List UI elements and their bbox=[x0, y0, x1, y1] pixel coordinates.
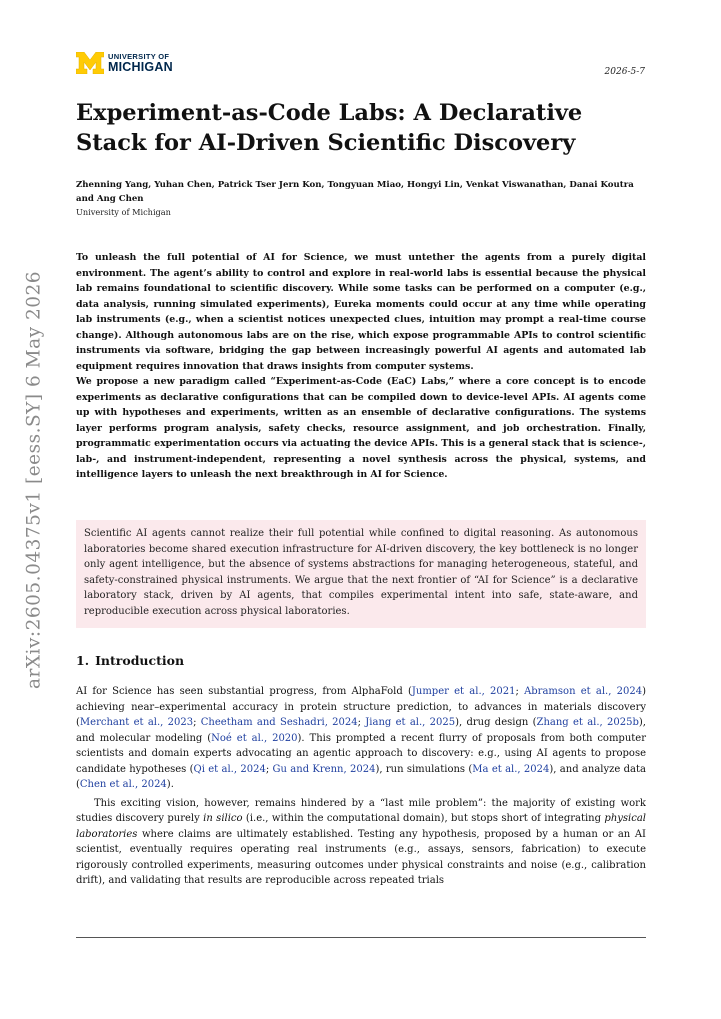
logo-line2: MICHIGAN bbox=[108, 59, 173, 74]
abstract bbox=[76, 250, 646, 483]
section-number: 1. bbox=[76, 653, 90, 668]
highlight-box: Scientific AI agents cannot realize their full potential while confined to digital reasoning. As autonomous laboratories become shared execution infrastructure for AI-driven discovery, the key bottleneck is no longer only agent intelligence, but the absence of systems abstractions for managing heterogeneous, stateful, and safety-constrained physical instruments. We argue that the next frontier of “AI for Science” is a declarative laboratory stack, driven by AI agents, that compiles experimental intent into safe, state-aware, and reproducible execution across physical laboratories. bbox=[76, 520, 646, 628]
text-run: ), run simulations ( bbox=[375, 763, 473, 775]
page-divider bbox=[76, 937, 646, 938]
logo-wordmark bbox=[108, 53, 173, 73]
author-list: Zhenning Yang, Yuhan Chen, Patrick Tser Jern Kon, Tongyuan Miao, Hongyi Lin, Venkat Viswanathan, Danai Koutra and Ang Chen bbox=[76, 180, 634, 204]
text-run: ; bbox=[193, 717, 201, 728]
affiliation: University of Michigan bbox=[76, 207, 171, 217]
logo-line1: UNIVERSITY OF bbox=[108, 52, 170, 61]
section-heading bbox=[76, 653, 184, 668]
text-run: where claims are ultimately established. Testing any hypothesis, proposed by a human or an AI scientist, eventually requires operating real instruments (e.g., assays, sensors, fabrication) to execute rigorously controlled experiments, measuring outcomes under physical constraints and noise (e.g., calibration drift), and validating that results are reproducible across repeated trials bbox=[76, 828, 646, 886]
text-run: (i.e., within the computational domain), but stops short of integrating bbox=[242, 813, 605, 824]
citation-link[interactable]: Jiang et al., 2025 bbox=[365, 717, 456, 728]
university-logo bbox=[76, 52, 173, 74]
arxiv-sidebar bbox=[20, 270, 48, 690]
block-m-icon bbox=[76, 52, 104, 74]
text-run: ). bbox=[166, 779, 174, 790]
abstract-paragraph-1: To unleash the full potential of AI for Science, we must untether the agents from a purely digital environment. The agent’s ability to control and explore in real-world labs is essential because the physical lab remains foundational to scientific discovery. While some tasks can be performed on a computer (e.g., data analysis, running simulated experiments), Eureka moments could occur at any time while operating lab instruments (e.g., when a scientist notices unexpected clues, intuition may prompt a real-time course change). Although autonomous labs are on the rise, which expose programmable APIs to control scientific instruments via software, bridging the gap between increasingly powerful AI agents and automated lab equipment requires innovation that draws insights from computer systems. bbox=[76, 252, 646, 372]
citation-link[interactable]: Qi et al., 2024 bbox=[193, 763, 266, 775]
citation-link[interactable]: Gu and Krenn, 2024 bbox=[272, 763, 376, 775]
text-run: ), and analyze data ( bbox=[76, 763, 647, 790]
abstract-paragraph-2: We propose a new paradigm called “Experiment-as-Code (EaC) Labs,” where a core concept is to encode experiments as declarative configurations that can be compiled down to device-level APIs. AI agents come up with hypotheses and experiments, written as an ensemble of declarative configurations. The systems layer performs program analysis, safety checks, resource assignment, and job orchestration. Finally, programmatic experimentation occurs via actuating the device APIs. This is a general stack that is science-, lab-, and instrument-independent, representing a novel synthesis across the physical, systems, and intelligence layers to unleash the next breakthrough in AI for Science. bbox=[76, 376, 646, 480]
text-run: ), and molecular modeling ( bbox=[76, 717, 646, 744]
italic-term: in silico bbox=[203, 813, 243, 824]
citation-link[interactable]: Chen et al., 2024 bbox=[79, 779, 167, 790]
text-run: This exciting vision, however, remains hindered by a “last mile problem”: the majority of existing work studies discovery purely bbox=[76, 797, 646, 824]
text-run: ) achieving near–experimental accuracy in protein structure prediction, to advances in materials discovery ( bbox=[76, 686, 646, 728]
paper-date: 2026-5-7 bbox=[604, 67, 645, 77]
text-run: AI for Science has seen substantial progress, from AlphaFold ( bbox=[76, 686, 412, 697]
text-run: ; bbox=[357, 717, 366, 728]
intro-paragraph-2 bbox=[76, 796, 646, 889]
intro-body bbox=[76, 684, 646, 892]
intro-paragraph-1 bbox=[76, 684, 646, 793]
citation-link[interactable]: Cheetham and Seshadri, 2024 bbox=[200, 717, 358, 728]
section-title-text: Introduction bbox=[95, 653, 185, 668]
italic-term: physical laboratories bbox=[76, 813, 647, 840]
citation-link[interactable]: Jumper et al., 2021 bbox=[411, 686, 516, 697]
text-run: ). This prompted a recent flurry of proposals from both computer scientists and domain experts advocating an agentic approach to discovery: e.g., using AI agents to propose candidate hypotheses ( bbox=[76, 732, 646, 775]
citation-link[interactable]: Merchant et al., 2023 bbox=[79, 717, 194, 728]
citation-link[interactable]: Abramson et al., 2024 bbox=[524, 686, 643, 697]
arxiv-identifier: arXiv:2605.04375v1 [eess.SY] 6 May 2026 bbox=[23, 270, 45, 690]
text-run: ; bbox=[515, 686, 525, 697]
citation-link[interactable]: Noé et al., 2020 bbox=[211, 732, 298, 744]
text-run: ), drug design ( bbox=[455, 717, 537, 728]
citation-link[interactable]: Ma et al., 2024 bbox=[472, 763, 550, 775]
text-run: ; bbox=[265, 763, 273, 775]
paper-title: Experiment-as-Code Labs: A Declarative Stack for AI-Driven Scientific Discovery bbox=[76, 100, 583, 156]
citation-link[interactable]: Zhang et al., 2025b bbox=[536, 717, 639, 728]
